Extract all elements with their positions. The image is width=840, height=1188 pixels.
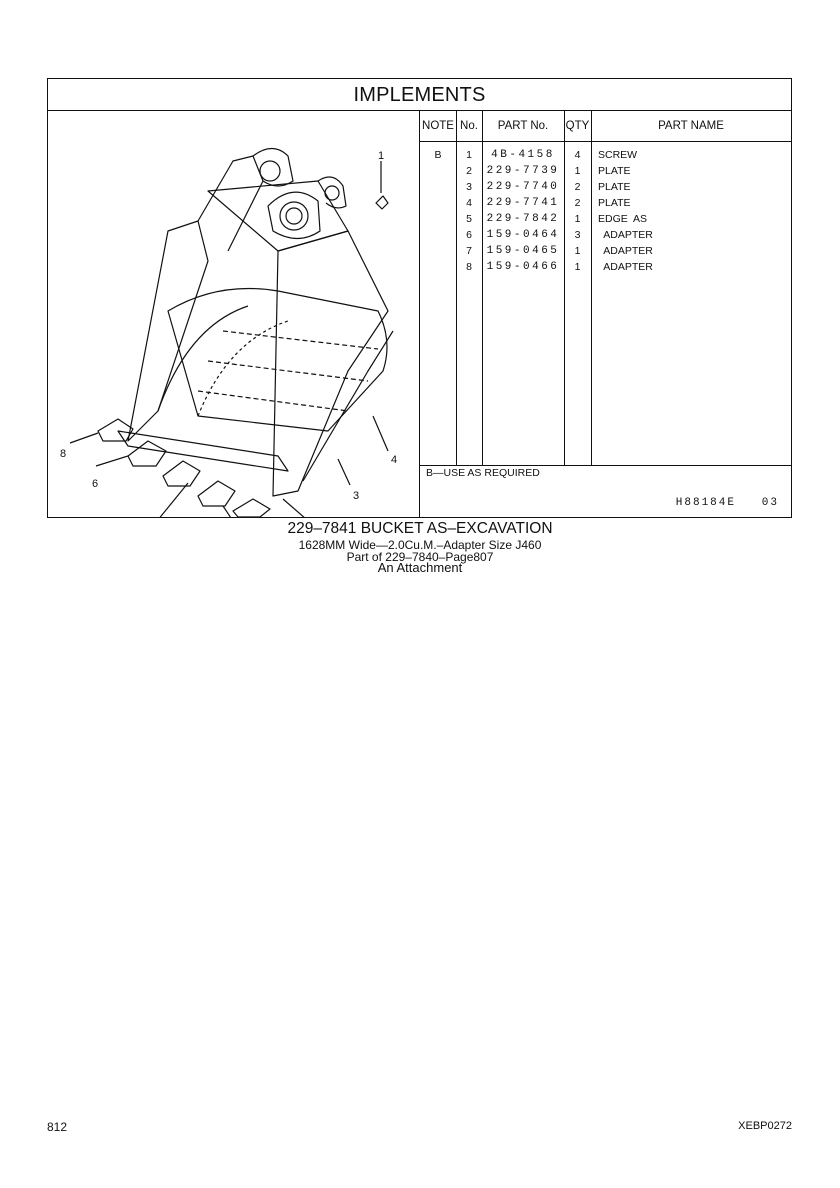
header-note: NOTE <box>420 111 456 142</box>
row-part-no: 4B-4158 <box>491 149 555 161</box>
callout-8: 8 <box>60 448 67 460</box>
row-part-name: ADAPTER <box>598 245 653 257</box>
caption-parent: Part of 229–7840–Page807 <box>346 550 494 564</box>
row-no: 1 <box>466 149 472 161</box>
row-qty: 1 <box>574 261 581 273</box>
row-qty: 4 <box>574 149 581 161</box>
table-row <box>420 243 791 259</box>
row-part-no: 159-0464 <box>486 229 560 241</box>
caption-description: 1628MM Wide—2.0Cu.M.–Adapter Size J460 <box>298 538 542 552</box>
table-row <box>420 211 791 227</box>
row-note: B <box>434 149 442 161</box>
row-no: 4 <box>466 197 472 209</box>
row-no: 7 <box>466 245 472 257</box>
row-part-name: PLATE <box>598 197 631 209</box>
table-bottom-rule <box>420 465 791 466</box>
row-no: 6 <box>466 229 472 241</box>
bucket-drawing <box>48 111 420 517</box>
callout-3: 3 <box>353 490 360 502</box>
table-row <box>420 163 791 179</box>
document-code: XEBP0272 <box>738 1120 792 1132</box>
table-row <box>420 147 791 163</box>
row-no: 5 <box>466 213 472 225</box>
row-part-name: SCREW <box>598 149 638 161</box>
header-qty: QTY <box>564 111 591 142</box>
row-no: 3 <box>466 181 472 193</box>
page-number: 812 <box>47 1120 68 1134</box>
hinge-boss <box>268 192 320 238</box>
parts-frame <box>47 78 792 518</box>
right-side-plate <box>273 231 388 496</box>
callout-6: 6 <box>92 478 99 490</box>
header-part-no: PART No. <box>482 111 564 142</box>
row-part-name: EDGE AS <box>598 213 648 225</box>
row-qty: 3 <box>574 229 581 241</box>
callout-1: 1 <box>378 150 385 162</box>
row-part-no: 159-0465 <box>486 245 560 257</box>
row-part-name: PLATE <box>598 165 631 177</box>
row-part-name: ADAPTER <box>598 229 653 241</box>
row-part-no: 229-7842 <box>486 213 560 225</box>
row-no: 8 <box>466 261 472 273</box>
table-row <box>420 195 791 211</box>
row-part-name: ADAPTER <box>598 261 653 273</box>
illustration-code: H88184E 03 <box>675 497 779 509</box>
tooth-7 <box>233 499 270 517</box>
caption-attachment: An Attachment <box>377 560 463 575</box>
row-part-no: 229-7741 <box>486 197 560 209</box>
table-footnote: B—USE AS REQUIRED <box>426 467 540 479</box>
screw <box>376 196 388 209</box>
row-part-name: PLATE <box>598 181 631 193</box>
header-part-name: PART NAME <box>591 111 791 142</box>
row-qty: 1 <box>574 245 581 257</box>
row-qty: 2 <box>574 197 581 209</box>
bucket-illustration <box>48 111 420 517</box>
row-no: 2 <box>466 165 472 177</box>
parts-table <box>420 111 791 517</box>
row-qty: 2 <box>574 181 581 193</box>
row-part-no: 229-7740 <box>486 181 560 193</box>
row-qty: 1 <box>574 165 581 177</box>
table-row <box>420 259 791 275</box>
tooth-8 <box>98 419 133 441</box>
table-row <box>420 179 791 195</box>
cutting-edge <box>118 431 288 471</box>
section-title: IMPLEMENTS <box>48 79 791 111</box>
row-part-no: 159-0466 <box>486 261 560 273</box>
row-qty: 1 <box>574 213 581 225</box>
callout-4: 4 <box>391 454 398 466</box>
row-part-no: 229-7739 <box>486 165 560 177</box>
header-no: No. <box>456 111 482 142</box>
caption-title: 229–7841 BUCKET AS–EXCAVATION <box>287 520 553 537</box>
tooth-6 <box>128 441 166 466</box>
tooth-6c <box>198 481 235 506</box>
table-row <box>420 227 791 243</box>
tooth-6b <box>163 461 200 486</box>
